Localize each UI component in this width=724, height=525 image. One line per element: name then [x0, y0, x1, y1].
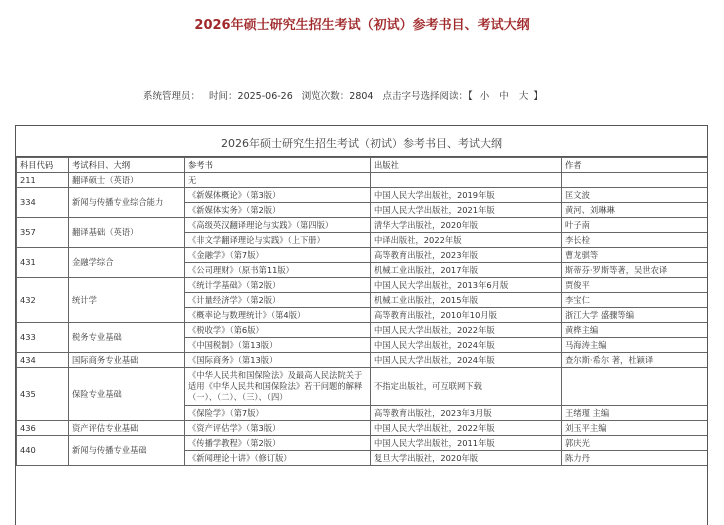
reference-book-cell: 《新闻理论十讲》（修订版） [185, 451, 371, 466]
reference-book-cell: 《传播学教程》（第2版） [185, 436, 371, 451]
reference-book-cell: 《公司理财》（原书第11版） [185, 263, 371, 278]
header-author: 作者 [562, 158, 708, 173]
author-cell: 陈力丹 [562, 451, 708, 466]
subject-name-cell: 翻译基础（英语） [69, 218, 185, 248]
book-list-table [16, 157, 708, 466]
author-cell: 马海涛主编 [562, 338, 708, 353]
font-size-small-button[interactable]: 小 [479, 91, 490, 102]
publisher-cell: 中国人民大学出版社，2024年版 [371, 338, 562, 353]
author-cell: 浙江大学 盛骤等编 [562, 308, 708, 323]
table-row [17, 278, 708, 293]
author-cell: 李宝仁 [562, 293, 708, 308]
reference-book-cell: 《计量经济学》（第2版） [185, 293, 371, 308]
reference-book-cell: 无 [185, 173, 371, 188]
author-cell: 刘玉平主编 [562, 421, 708, 436]
reference-book-cell: 《高级英汉翻译理论与实践》（第四版） [185, 218, 371, 233]
reference-book-cell: 《税收学》（第6版） [185, 323, 371, 338]
subject-name-cell: 翻译硕士（英语） [69, 173, 185, 188]
publisher-cell: 清华大学出版社，2020年版 [371, 218, 562, 233]
subject-code-cell: 334 [17, 188, 69, 218]
publisher-cell: 中国人民大学出版社，2011年版 [371, 436, 562, 451]
page-title: 2026年硕士研究生招生考试（初试）参考书目、考试大纲 [194, 18, 530, 33]
author-cell: 贾俊平 [562, 278, 708, 293]
subject-name-cell: 新闻与传播专业基础 [69, 436, 185, 466]
subject-name-cell: 资产评估专业基础 [69, 421, 185, 436]
subject-code-cell: 433 [17, 323, 69, 353]
publisher-cell: 复旦大学出版社，2020年版 [371, 451, 562, 466]
author-cell: 叶子南 [562, 218, 708, 233]
publisher-cell: 中国人民大学出版社，2022年版 [371, 323, 562, 338]
book-list-table-frame [15, 125, 708, 525]
table-row [17, 218, 708, 233]
subject-code-cell: 436 [17, 421, 69, 436]
author-cell [562, 368, 708, 406]
author-cell: 黄桦主编 [562, 323, 708, 338]
reference-book-cell: 《新媒体实务》（第2版） [185, 203, 371, 218]
table-row [17, 173, 708, 188]
table-row [17, 248, 708, 263]
publisher-cell: 中译出版社，2022年版 [371, 233, 562, 248]
header-book: 参考书 [185, 158, 371, 173]
table-row [17, 421, 708, 436]
subject-name-cell: 保险专业基础 [69, 368, 185, 421]
publisher-label: 系统管理员： [143, 91, 201, 102]
publisher-cell: 机械工业出版社，2015年版 [371, 293, 562, 308]
publisher-cell: 中国人民大学出版社，2013年6月版 [371, 278, 562, 293]
table-row [17, 353, 708, 368]
table-row [17, 368, 708, 406]
author-cell: 王绪瑾 主编 [562, 406, 708, 421]
publisher-cell: 高等教育出版社，2023年版 [371, 248, 562, 263]
author-cell: 李长栓 [562, 233, 708, 248]
font-size-prompt: 点击字号选择阅读：【 [382, 91, 473, 102]
author-cell: 郭庆光 [562, 436, 708, 451]
publisher-cell: 中国人民大学出版社，2019年版 [371, 188, 562, 203]
publish-time: 时间：2025-06-26 [209, 91, 293, 102]
reference-book-cell: 《新媒体概论》（第3版） [185, 188, 371, 203]
subject-name-cell: 税务专业基础 [69, 323, 185, 353]
subject-name-cell: 新闻与传播专业综合能力 [69, 188, 185, 218]
subject-code-cell: 431 [17, 248, 69, 278]
table-caption: 2026年硕士研究生招生考试（初试）参考书目、考试大纲 [16, 126, 707, 157]
subject-code-cell: 435 [17, 368, 69, 421]
reference-book-cell: 《统计学基础》（第2版） [185, 278, 371, 293]
subject-name-cell: 金融学综合 [69, 248, 185, 278]
publisher-cell: 中国人民大学出版社，2024年版 [371, 353, 562, 368]
publisher-cell: 高等教育出版社，2023年3月版 [371, 406, 562, 421]
view-count: 浏览次数：2804 [301, 91, 374, 102]
subject-code-cell: 432 [17, 278, 69, 323]
reference-book-cell: 《中国税制》（第13版） [185, 338, 371, 353]
publisher-cell [371, 173, 562, 188]
reference-book-cell: 《国际商务》（第13版） [185, 353, 371, 368]
reference-book-cell: 《金融学》（第7版） [185, 248, 371, 263]
font-size-close-bracket: 】 [533, 91, 543, 102]
author-cell: 斯蒂芬·罗斯等著，吴世农译 [562, 263, 708, 278]
subject-name-cell: 统计学 [69, 278, 185, 323]
header-code: 科目代码 [17, 158, 69, 173]
author-cell: 查尔斯·希尔 著，杜颖译 [562, 353, 708, 368]
publisher-cell: 中国人民大学出版社，2021年版 [371, 203, 562, 218]
author-cell: 曹龙骐等 [562, 248, 708, 263]
table-row [17, 323, 708, 338]
subject-code-cell: 211 [17, 173, 69, 188]
author-cell: 匡文波 [562, 188, 708, 203]
table-header-row [17, 158, 708, 173]
reference-book-cell: 《中华人民共和国保险法》及最高人民法院关于适用《中华人民共和国保险法》若干问题的解释（一）、（二）、（三）、（四） [185, 368, 371, 406]
font-size-medium-button[interactable]: 中 [499, 91, 509, 102]
publisher-cell: 不指定出版社，可互联网下载 [371, 368, 562, 406]
table-row [17, 188, 708, 203]
article-meta [143, 88, 549, 102]
subject-code-cell: 434 [17, 353, 69, 368]
header-subject: 考试科目、大纲 [69, 158, 185, 173]
subject-code-cell: 357 [17, 218, 69, 248]
reference-book-cell: 《资产评估学》（第3版） [185, 421, 371, 436]
font-size-large-button[interactable]: 大 [518, 91, 529, 102]
reference-book-cell: 《概率论与数理统计》（第4版） [185, 308, 371, 323]
subject-code-cell: 440 [17, 436, 69, 466]
reference-book-cell: 《保险学》（第7版） [185, 406, 371, 421]
publisher-cell: 高等教育出版社，2010年10月版 [371, 308, 562, 323]
table-row [17, 436, 708, 451]
subject-name-cell: 国际商务专业基础 [69, 353, 185, 368]
header-publisher: 出版社 [371, 158, 562, 173]
author-cell [562, 173, 708, 188]
author-cell: 黄河、刘琳琳 [562, 203, 708, 218]
reference-book-cell: 《非文学翻译理论与实践》（上下册） [185, 233, 371, 248]
publisher-cell: 机械工业出版社，2017年版 [371, 263, 562, 278]
publisher-cell: 中国人民大学出版社，2022年版 [371, 421, 562, 436]
